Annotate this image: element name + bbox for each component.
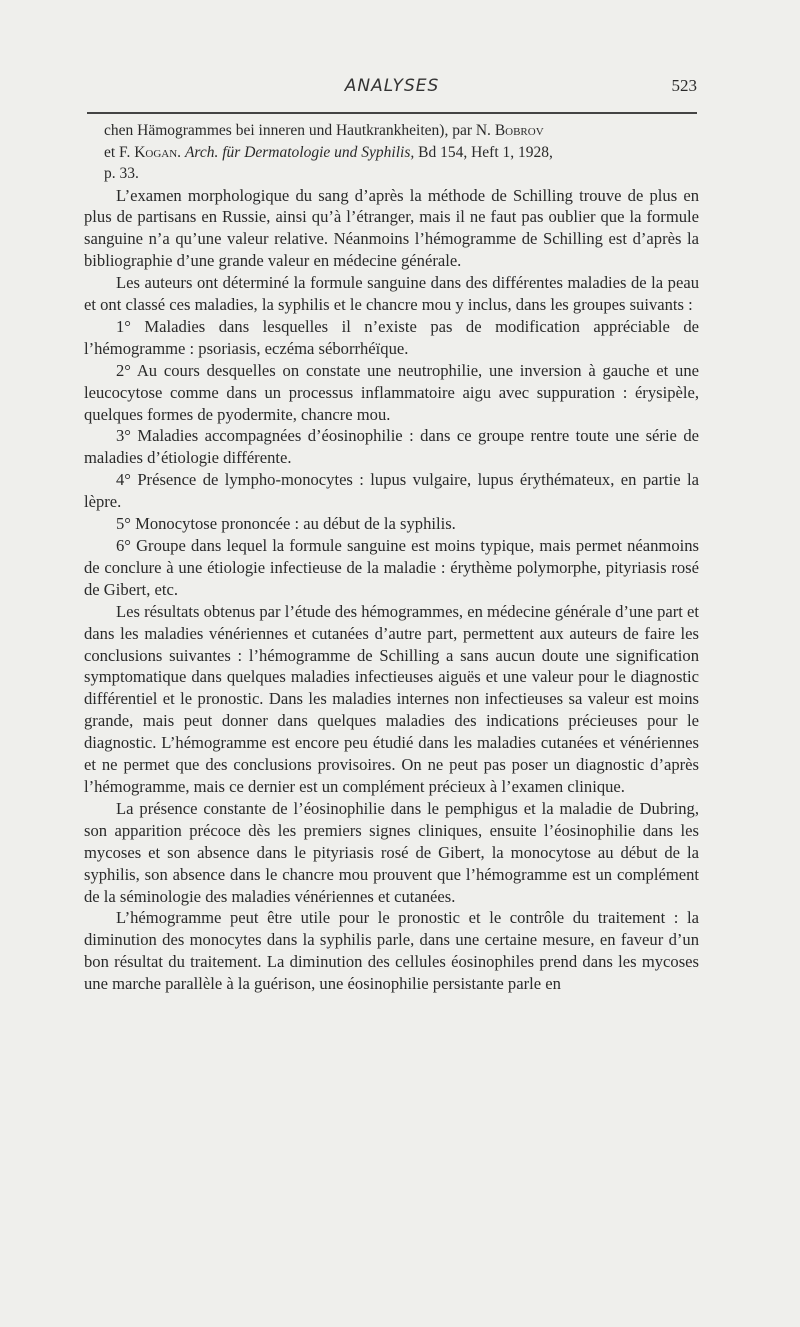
list-item: 5° Monocytose prononcée : au début de la syphilis. [116, 514, 456, 534]
list-item: 4° Présence de lympho-monocytes : lupus vulgaire, lupus érythémateux, en partie la lèpre. [84, 470, 699, 512]
list-item: 6° Groupe dans lequel la formule sanguine est moins typique, mais permet néanmoins de conclure à une étiologie infectieuse de la maladie : érythème polymorphe, pityriasis rosé de Gibert, etc. [84, 536, 699, 599]
paragraph: L’examen morphologique du sang d’après la méthode de Schilling trouve de plus en plus de partisans en Russie, ainsi qu’à l’étranger, mais il ne faut pas oublier que la formule sanguine n’a qu’une valeur relative. Néanmoins l’hémogramme de Schilling est d’après la bibliographie d’une grande valeur en médecine générale. [84, 185, 699, 271]
list-item: 1° Maladies dans lesquelles il n’existe pas de modification appréciable de l’hémogramme : psoriasis, eczéma séborrhéïque. [84, 316, 699, 358]
list-item: 2° Au cours desquelles on constate une neutrophilie, une inversion à gauche et une leucocytose comme dans un processus inflammatoire aigu avec suppuration : érysipèle, quelques formes de pyodermite, chancre mou. [84, 360, 699, 424]
list-item: 3° Maladies accompagnées d’éosinophilie : dans ce groupe rentre toute une série de maladies d’étiologie différente. [84, 426, 699, 468]
reference-text: chen Hämogrammes bei inneren und Hautkrankheiten), par N. [104, 122, 495, 139]
author-name: Kogan. [134, 143, 182, 161]
journal-title: Arch. für Dermatologie und Syphilis, [184, 143, 415, 161]
paragraph: L’hémogramme peut être utile pour le pronostic et le contrôle du traitement : la diminution des monocytes dans la syphilis parle, dans une certaine mesure, en faveur d’un bon résultat du traitement. La diminution des cellules éosinophiles prend dans les mycoses une marche parallèle à la guérison, une éosinophilie persistante parle en [84, 908, 699, 994]
paragraph: Les résultats obtenus par l’étude des hémogrammes, en médecine générale d’une part et dans les maladies vénériennes et cutanées d’autre part, permettent aux auteurs de faire les conclusions suivantes : l’hémogramme de Schilling a sans aucun doute une signification symptomatique dans quelques maladies infectieuses aiguës et une valeur pour le diagnostic différentiel et le pronostic. Dans les maladies internes non infectieuses sa valeur est moins grande, mais peut donner dans quelques maladies des indications précieuses pour le diagnostic. L’hémogramme est encore peu étudié dans les maladies cutanées et vénériennes et ne permet que des conclusions provisoires. On ne peut pas poser un diagnostic d’après l’hémogramme, mais ce dernier est un complément précieux à l’examen clinique. [84, 601, 699, 796]
author-name: Bobrov [494, 122, 544, 139]
header-rule [87, 112, 697, 114]
page-number: 523 [671, 76, 697, 95]
reference-text: p. 33. [104, 165, 139, 182]
reference-text: et F. [104, 143, 135, 161]
bibliographic-reference [84, 120, 699, 185]
running-title: ANALYSES [344, 76, 440, 96]
reference-text: Bd 154, Heft 1, 1928, [414, 143, 553, 161]
paragraph: Les auteurs ont déterminé la formule sanguine dans des différentes maladies de la peau et ont classé ces maladies, la syphilis et le chancre mou y inclus, dans les groupes suivants : [84, 273, 699, 315]
paragraph: La présence constante de l’éosinophilie dans le pemphigus et la maladie de Dubring, son apparition précoce dès les premiers signes cliniques, ensuite l’éosinophilie dans les mycoses et son absence dans le pityriasis rosé de Gibert, la monocytose au début de la syphilis, son absence dans le chancre mou prouvent que l’hémogramme est un complément de la séminologie des maladies vénériennes et cutanées. [84, 798, 699, 906]
article-body [84, 120, 699, 995]
page-header [87, 76, 697, 102]
